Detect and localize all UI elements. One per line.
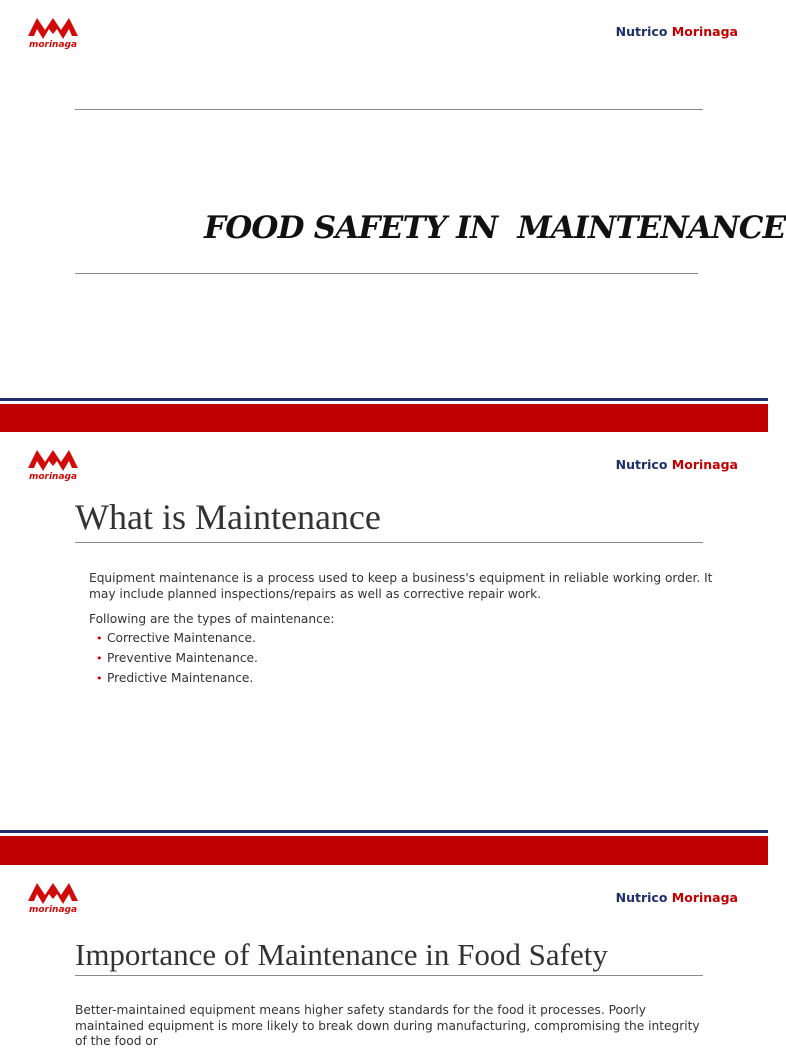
importance-paragraph: Better-maintained equipment means higher safety standards for the food it processes. Poorly maintained equipment is more likely to break down during manufacturing, compromising the integrity of the food or	[75, 1003, 700, 1048]
list-item: • Corrective Maintenance.	[96, 631, 256, 645]
slide-cover	[0, 0, 786, 398]
brand-name-part2: Morinaga	[671, 24, 738, 39]
slide-divider-band	[0, 830, 768, 865]
slide-importance	[0, 865, 768, 1048]
slide-divider-band	[0, 398, 768, 432]
svg-text:morinaga: morinaga	[28, 472, 78, 482]
brand-name-part1: Nutrico	[615, 457, 668, 472]
slide-what-is-maintenance	[0, 432, 768, 830]
brand-name	[616, 457, 738, 472]
morinaga-logo	[26, 12, 80, 50]
slide-title: Importance of Maintenance in Food Safety	[75, 937, 608, 972]
brand-name	[616, 890, 738, 905]
title-rule	[75, 542, 703, 543]
types-intro: Following are the types of maintenance:	[89, 612, 335, 626]
cover-bottom-rule	[75, 273, 698, 274]
brand-name-part1: Nutrico	[615, 24, 668, 39]
morinaga-logo	[26, 444, 80, 482]
brand-name-part2: Morinaga	[671, 457, 738, 472]
svg-text:morinaga: morinaga	[28, 905, 78, 915]
brand-name-part1: Nutrico	[615, 890, 668, 905]
types-list	[89, 631, 719, 691]
title-rule	[75, 975, 703, 976]
slide-title: What is Maintenance	[75, 497, 381, 537]
brand-name-part2: Morinaga	[671, 890, 738, 905]
morinaga-logo	[26, 877, 80, 915]
cover-top-rule	[75, 109, 703, 110]
list-item: • Predictive Maintenance.	[96, 671, 254, 685]
brand-name	[616, 24, 738, 39]
definition-paragraph: Equipment maintenance is a process used to keep a business's equipment in reliable working order. It may include planned inspections/repairs as well as corrective repair work.	[89, 571, 713, 601]
list-item: • Preventive Maintenance.	[96, 651, 258, 665]
svg-text:morinaga: morinaga	[28, 40, 78, 50]
cover-title: FOOD SAFETY IN MAINTENANCE	[204, 210, 786, 246]
